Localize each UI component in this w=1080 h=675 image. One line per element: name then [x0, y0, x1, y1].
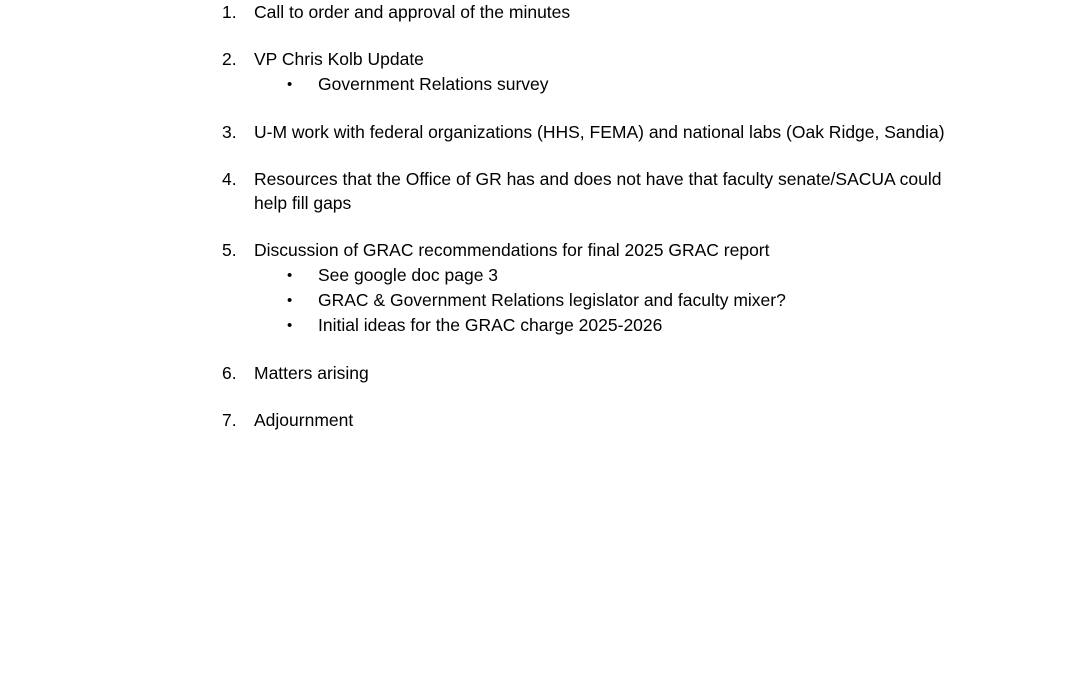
agenda-item [222, 361, 962, 385]
bullet-icon: • [287, 317, 293, 334]
item-number: 3. [222, 122, 237, 142]
sub-item [254, 72, 962, 97]
item-number: 1. [222, 2, 237, 22]
agenda-item [222, 47, 962, 97]
item-number: 5. [222, 240, 237, 260]
sub-item [254, 263, 962, 288]
item-number: 4. [222, 169, 237, 189]
item-number: 6. [222, 363, 237, 383]
sub-item-text: Initial ideas for the GRAC charge 2025-2026 [318, 315, 663, 335]
item-text: Resources that the Office of GR has and does not have that faculty senate/SACUA could help fill gaps [254, 169, 942, 213]
item-text: Matters arising [254, 363, 369, 383]
item-text: Discussion of GRAC recommendations for final 2025 GRAC report [254, 240, 770, 260]
agenda-item [222, 238, 962, 338]
item-text: U-M work with federal organizations (HHS, FEMA) and national labs (Oak Ridge, Sandia) [254, 122, 945, 142]
item-number: 7. [222, 410, 237, 430]
item-text: Call to order and approval of the minutes [254, 2, 571, 22]
sub-list [254, 72, 962, 97]
agenda-item [222, 0, 962, 24]
sub-item [254, 313, 962, 338]
item-number: 2. [222, 49, 237, 69]
item-text: Adjournment [254, 410, 354, 430]
agenda-item [222, 120, 962, 144]
bullet-icon: • [287, 76, 293, 93]
sub-item-text: Government Relations survey [318, 74, 549, 94]
agenda-list [222, 0, 962, 455]
agenda-item [222, 167, 962, 215]
sub-list [254, 263, 962, 338]
sub-item [254, 288, 962, 313]
bullet-icon: • [287, 267, 293, 284]
sub-item-text: GRAC & Government Relations legislator and faculty mixer? [318, 290, 786, 310]
item-text: VP Chris Kolb Update [254, 49, 424, 69]
bullet-icon: • [287, 292, 293, 309]
agenda-item [222, 408, 962, 432]
sub-item-text: See google doc page 3 [318, 265, 499, 285]
